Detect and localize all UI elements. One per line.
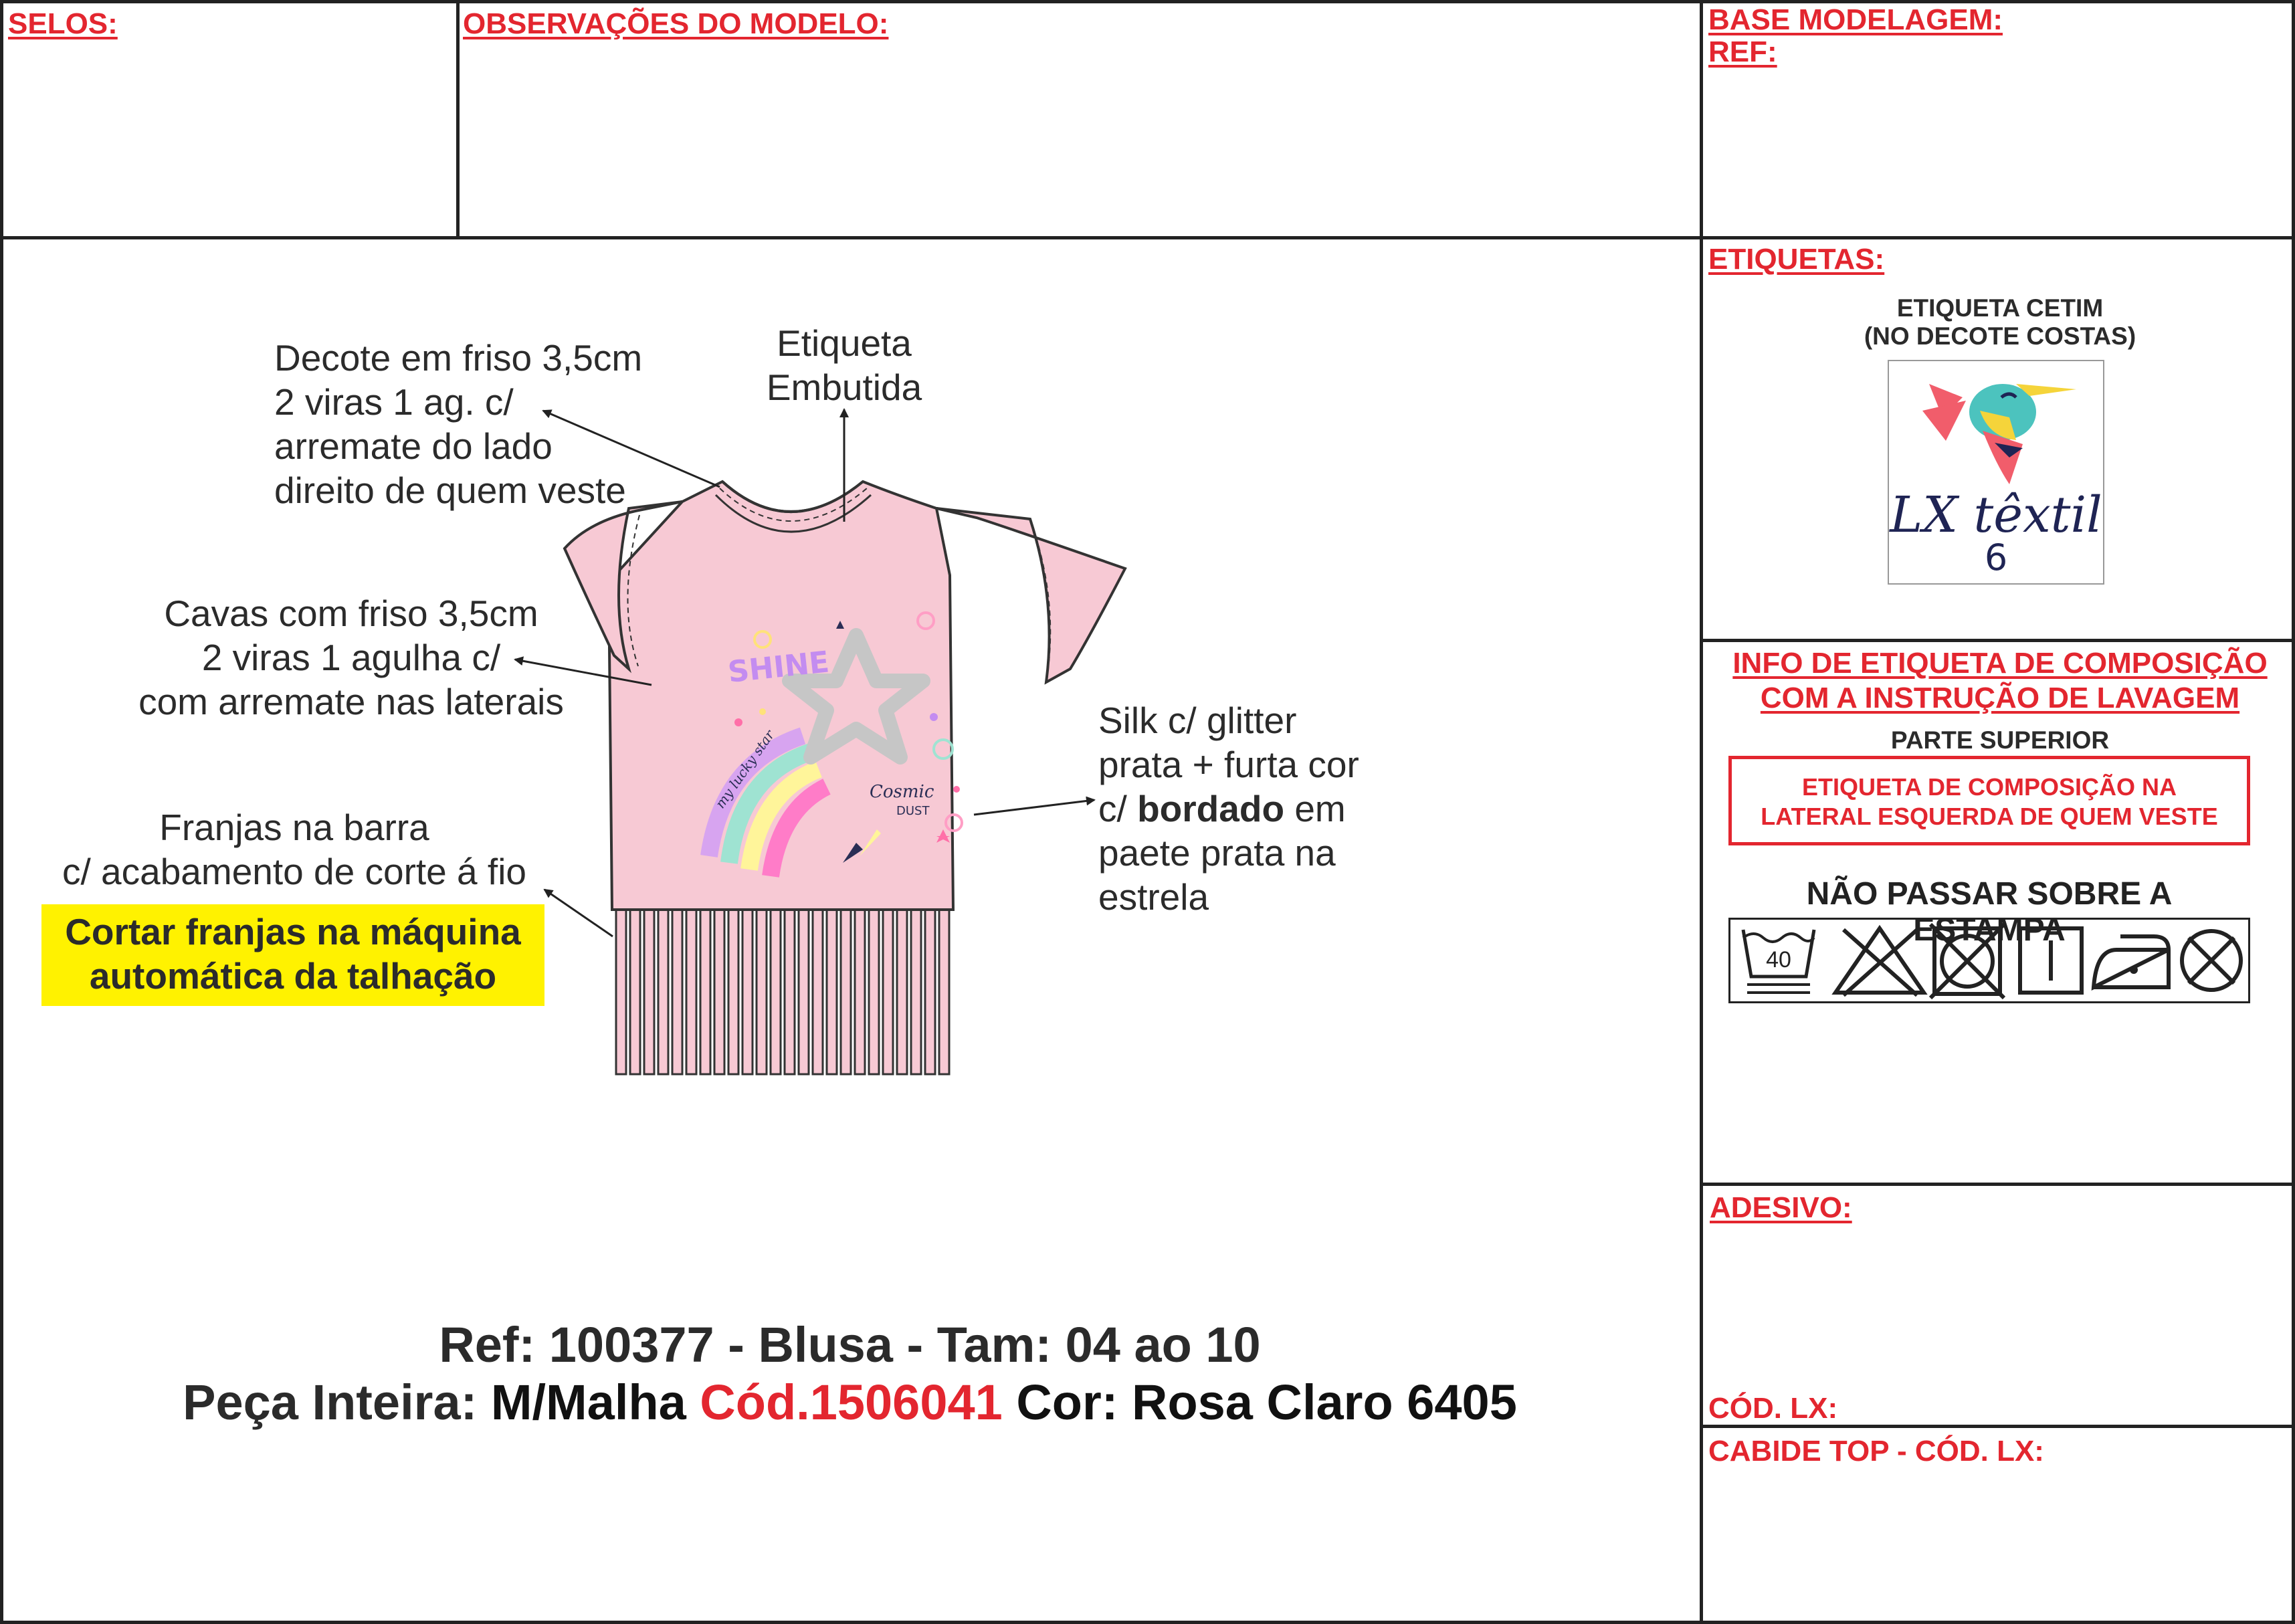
franjas-line-1: Franjas na barra [159,807,429,848]
etiqueta-line-2: Embutida [766,367,922,408]
decote-line-2: 2 viras 1 ag. c/ [274,381,514,423]
cavas-line-3: com arremate nas laterais [138,681,564,722]
cod-lx-label: CÓD. LX: [1708,1392,1838,1425]
decote-line-4: direito de quem veste [274,470,626,511]
composicao-box-line2: LATERAL ESQUERDA DE QUEM VESTE [1761,803,2218,830]
lucky-text: my lucky star [712,727,778,811]
arrow-silk [974,800,1094,815]
nao-passar-text: NÃO PASSAR SOBRE A ESTAMPA [1806,876,2173,948]
decote-line-3: arremate do lado [274,425,553,467]
silk-line-2: prata + furta cor [1098,744,1359,785]
parte-superior: PARTE SUPERIOR [1890,726,2110,754]
composicao-box-line1: ETIQUETA DE COMPOSIÇÃO NA [1801,773,2177,801]
silk-bordado: bordado [1137,788,1285,829]
highlight-line-1: Cortar franjas na máquina [65,911,521,952]
composicao-title-line1: INFO DE ETIQUETA DE COMPOSIÇÃO [1732,647,2268,680]
franjas-line-2: c/ acabamento de corte á fio [62,851,527,892]
decote-line-1: Decote em friso 3,5cm [274,337,643,379]
silk-line-3 [1098,787,1359,831]
decote-annotation [274,336,642,512]
cod-value: Cód.1506041 [700,1375,1003,1430]
silk-line-3-post: em [1284,788,1346,829]
peca-label: Peça Inteira: [183,1375,491,1430]
silk-line-1: Silk c/ glitter [1098,700,1297,741]
cor-value: Cor: Rosa Claro 6405 [1002,1375,1517,1430]
silk-line-3-pre: c/ [1098,788,1138,829]
etiqueta-cetim-line2: (NO DECOTE COSTAS) [1864,322,2136,350]
cavas-line-2: 2 viras 1 agulha c/ [201,637,501,678]
cavas-line-1: Cavas com friso 3,5cm [164,593,538,634]
etiquetas-label: ETIQUETAS: [1708,243,1885,276]
ref-line: Ref: 100377 - Blusa - Tam: 04 ao 10 [439,1317,1261,1373]
brand-name: LX têxtil [1890,486,2102,544]
ref-label: REF: [1708,35,1777,68]
label-size: 6 [1984,536,2008,579]
peca-line [0,1374,1700,1431]
cosmic-text: Cosmic [870,782,934,802]
wash-temp: 40 [1766,947,1791,973]
dust-text: DUST [896,804,930,818]
malha: M/Malha [490,1375,700,1430]
franjas-annotation [40,805,548,894]
shine-text: SHINE [726,645,831,690]
silk-line-4: paete prata na [1098,832,1336,874]
silk-line-5: estrela [1098,876,1209,918]
silk-annotation [1098,698,1359,919]
observacoes-label: OBSERVAÇÕES DO MODELO: [463,7,889,40]
cabide-label: CABIDE TOP - CÓD. LX: [1708,1435,2044,1467]
highlight-line-2: automática da talhação [89,955,497,997]
cortar-franjas-highlight [41,904,544,1006]
adesivo-label: ADESIVO: [1710,1191,1852,1224]
etiqueta-line-1: Etiqueta [777,322,912,364]
arrow-franjas [544,890,613,936]
selos-label: SELOS: [8,7,118,40]
etiqueta-annotation [744,321,944,409]
composicao-title-line2: COM A INSTRUÇÃO DE LAVAGEM [1760,682,2240,714]
base-modelagem-label: BASE MODELAGEM: [1708,3,2003,36]
etiqueta-cetim-line1: ETIQUETA CETIM [1896,294,2104,322]
cavas-annotation [114,591,589,724]
